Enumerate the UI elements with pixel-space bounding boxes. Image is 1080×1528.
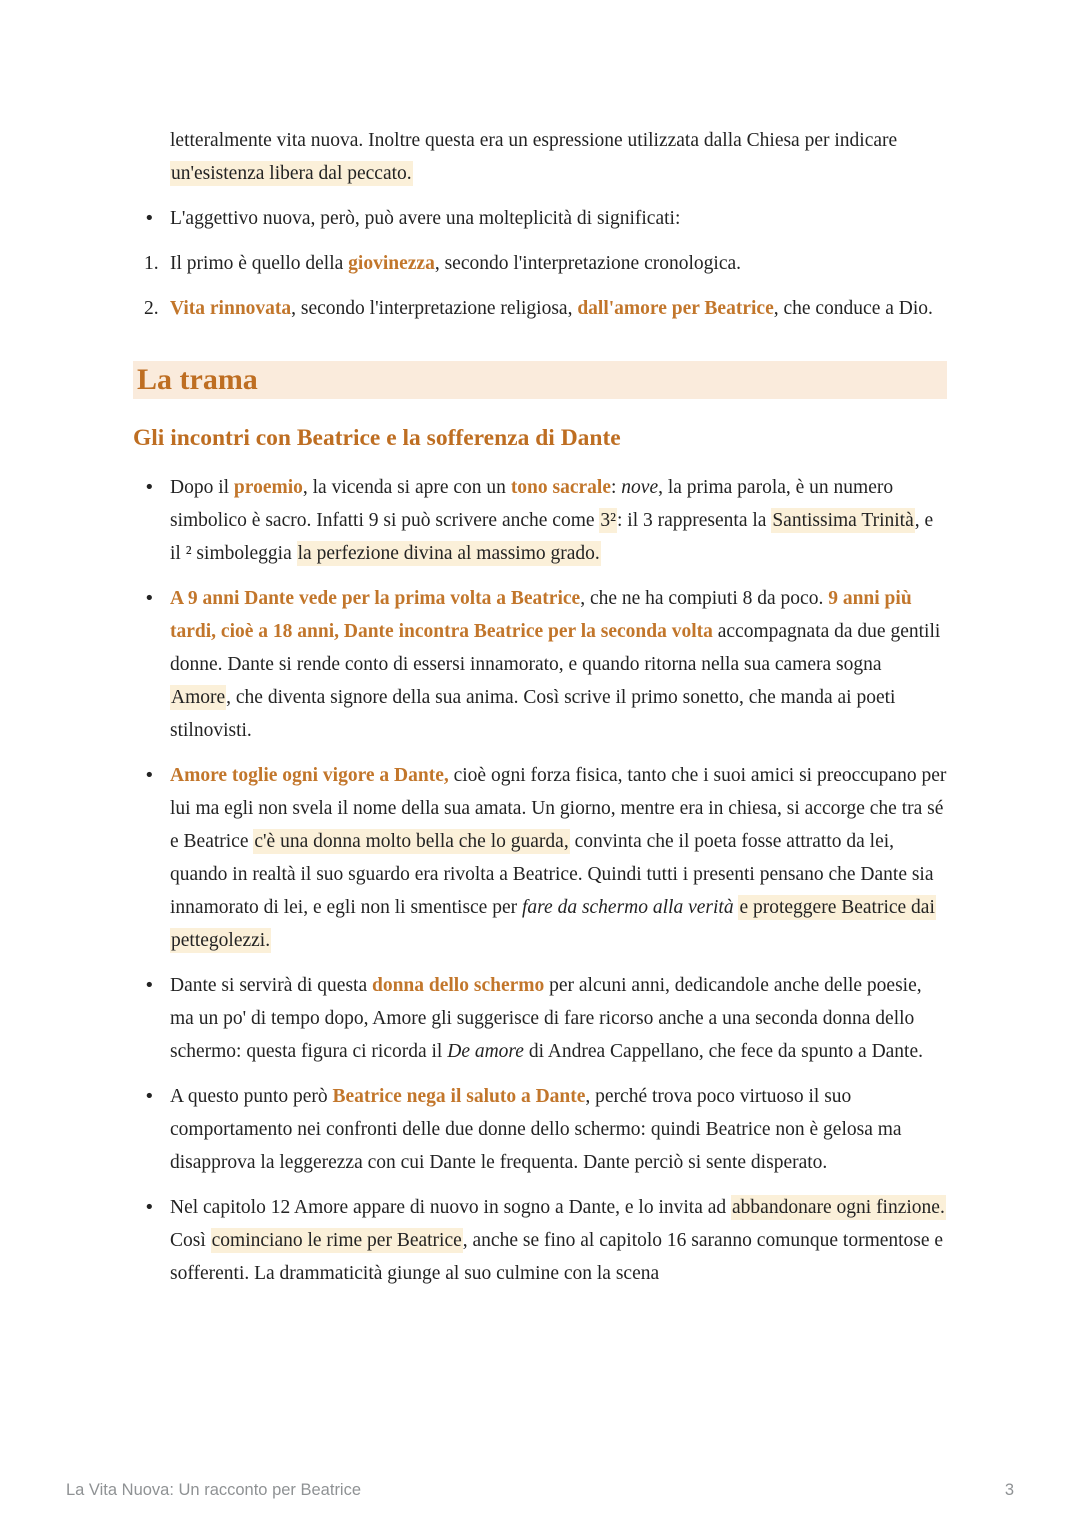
text-segment: per alcuni anni, dedicandole anche delle poesie, ma un po' di tempo dopo, Amore gli suggerisce di fare ricorso anche a una seconda donna dello schermo: questa figura ci ricorda il xyxy=(170,975,922,1062)
text-segment: Nel capitolo 12 Amore appare di nuovo in sogno a Dante, e lo invita ad xyxy=(170,1197,732,1218)
footer-page-number: 3 xyxy=(1004,1481,1014,1499)
bullet-item xyxy=(133,471,947,570)
highlighted-text: la perfezione divina al massimo grado. xyxy=(297,543,600,564)
list-item-text xyxy=(170,247,947,280)
page-footer xyxy=(66,1481,1014,1500)
text-segment: L'aggettivo nuova, però, può avere una molteplicità di significati: xyxy=(170,208,681,229)
text-segment: , anche se fino al capitolo 16 saranno comunque tormentose e sofferenti. La drammaticità giunge al suo culmine con la scena xyxy=(170,1230,944,1284)
text-segment: , che conduce a Dio. xyxy=(773,298,933,319)
bullet-item xyxy=(133,1191,947,1290)
accent-text: 9 anni più tardi, cioè a 18 anni, Dante incontra Beatrice per la seconda volta xyxy=(170,588,912,642)
text-segment: , la prima parola, è un numero simbolico è sacro. Infatti 9 si può scrivere anche come xyxy=(170,477,894,531)
bullet-item xyxy=(133,969,947,1068)
text-segment: di Andrea Cappellano, che fece da spunto a Dante. xyxy=(523,1041,924,1062)
highlighted-text: un'esistenza libera dal peccato. xyxy=(171,163,412,184)
text-segment: A questo punto però xyxy=(170,1086,333,1107)
text-segment: , secondo l'interpretazione religiosa, xyxy=(291,298,578,319)
highlighted-text: Amore xyxy=(171,687,226,708)
text-segment: , perché trova poco virtuoso il suo comportamento nei confronti delle due donne dello schermo: quindi Beatrice non è gelosa ma disapprova la leggerezza con cui Dante le frequenta. Dante perciò si sente disperato. xyxy=(170,1086,902,1173)
text-segment: Dopo il xyxy=(170,477,234,498)
bullet-item xyxy=(133,759,947,957)
text-segment: Dante si servirà di questa xyxy=(170,975,372,996)
text-segment: , che ne ha compiuti 8 da poco. xyxy=(580,588,829,609)
text-segment: letteralmente vita nuova. Inoltre questa era un espressione utilizzata dalla Chiesa per indicare xyxy=(170,130,898,151)
footer-document-title: La Vita Nuova: Un racconto per Beatrice xyxy=(66,1481,362,1499)
italic-text: fare da schermo alla verità xyxy=(522,897,734,918)
list-item-text xyxy=(170,202,947,235)
text-segment: accompagnata da due gentili donne. Dante si rende conto di essersi innamorato, e quando ritorna nella sua camera sogna xyxy=(170,621,941,675)
accent-text: proemio xyxy=(233,477,303,498)
highlighted-text: e proteggere Beatrice dai pettegolezzi. xyxy=(171,897,935,951)
list-item-text xyxy=(170,292,947,325)
text-segment: : xyxy=(611,477,622,498)
document-content xyxy=(133,124,947,1302)
list-item-text xyxy=(170,1080,947,1179)
text-segment: , e il ² simboleggia xyxy=(170,510,934,564)
bullet-marker: • xyxy=(144,1086,155,1107)
accent-text: donna dello schermo xyxy=(371,975,545,996)
italic-text: nove xyxy=(621,477,659,498)
list-item-text xyxy=(170,1191,947,1290)
bullet-marker: • xyxy=(144,975,155,996)
accent-text: tono sacrale xyxy=(510,477,611,498)
numbered-item xyxy=(133,247,947,280)
list-item-text xyxy=(170,471,947,570)
accent-text: Amore toglie ogni vigore a Dante, xyxy=(170,765,449,786)
highlighted-text: Santissima Trinità xyxy=(772,510,914,531)
bullet-item xyxy=(133,1080,947,1179)
text-segment: Così xyxy=(170,1230,211,1251)
text-segment: : il 3 rappresenta la xyxy=(617,510,772,531)
section-heading: La trama xyxy=(133,361,947,399)
number-marker: 1. xyxy=(144,253,159,274)
highlighted-text: cominciano le rime per Beatrice xyxy=(211,1230,462,1251)
list-item-text xyxy=(170,759,947,957)
bullet-marker: • xyxy=(144,208,155,229)
bullet-marker: • xyxy=(144,1197,155,1218)
text-segment: , che diventa signore della sua anima. Così scrive il primo sonetto, che manda ai poeti stilnovisti. xyxy=(170,687,896,741)
bullet-item xyxy=(133,202,947,235)
bullet-marker: • xyxy=(144,477,155,498)
subsection-heading: Gli incontri con Beatrice e la sofferenza di Dante xyxy=(133,425,621,451)
text-segment: , secondo l'interpretazione cronologica. xyxy=(434,253,742,274)
highlighted-text: c'è una donna molto bella che lo guarda, xyxy=(254,831,569,852)
text-segment: Il primo è quello della xyxy=(170,253,349,274)
number-marker: 2. xyxy=(144,298,159,319)
accent-text: Vita rinnovata xyxy=(170,298,292,319)
paragraph xyxy=(170,124,947,190)
list-item-text xyxy=(170,582,947,747)
bullet-marker: • xyxy=(144,588,155,609)
numbered-item xyxy=(133,292,947,325)
text-segment: cioè ogni forza fisica, tanto che i suoi amici si preoccupano per lui ma egli non svela il nome della sua amata. Un giorno, mentre era in chiesa, si accorge che tra sé e Beatrice xyxy=(170,765,947,852)
accent-text: A 9 anni Dante vede per la prima volta a Beatrice xyxy=(170,588,581,609)
highlighted-text: 3² xyxy=(600,510,616,531)
text-segment: , la vicenda si apre con un xyxy=(302,477,511,498)
italic-text: De amore xyxy=(447,1041,524,1062)
accent-text: Beatrice nega il saluto a Dante xyxy=(332,1086,586,1107)
bullet-marker: • xyxy=(144,765,155,786)
highlighted-text: abbandonare ogni finzione. xyxy=(732,1197,945,1218)
bullet-item xyxy=(133,582,947,747)
list-item-text xyxy=(170,969,947,1068)
text-segment: convinta che il poeta fosse attratto da lei, quando in realtà il suo sguardo era rivolta a Beatrice. Quindi tutti i presenti pensano che Dante sia innamorato di lei, e egli non li smentisce per xyxy=(170,831,934,918)
accent-text: giovinezza xyxy=(348,253,435,274)
accent-text: dall'amore per Beatrice xyxy=(577,298,774,319)
